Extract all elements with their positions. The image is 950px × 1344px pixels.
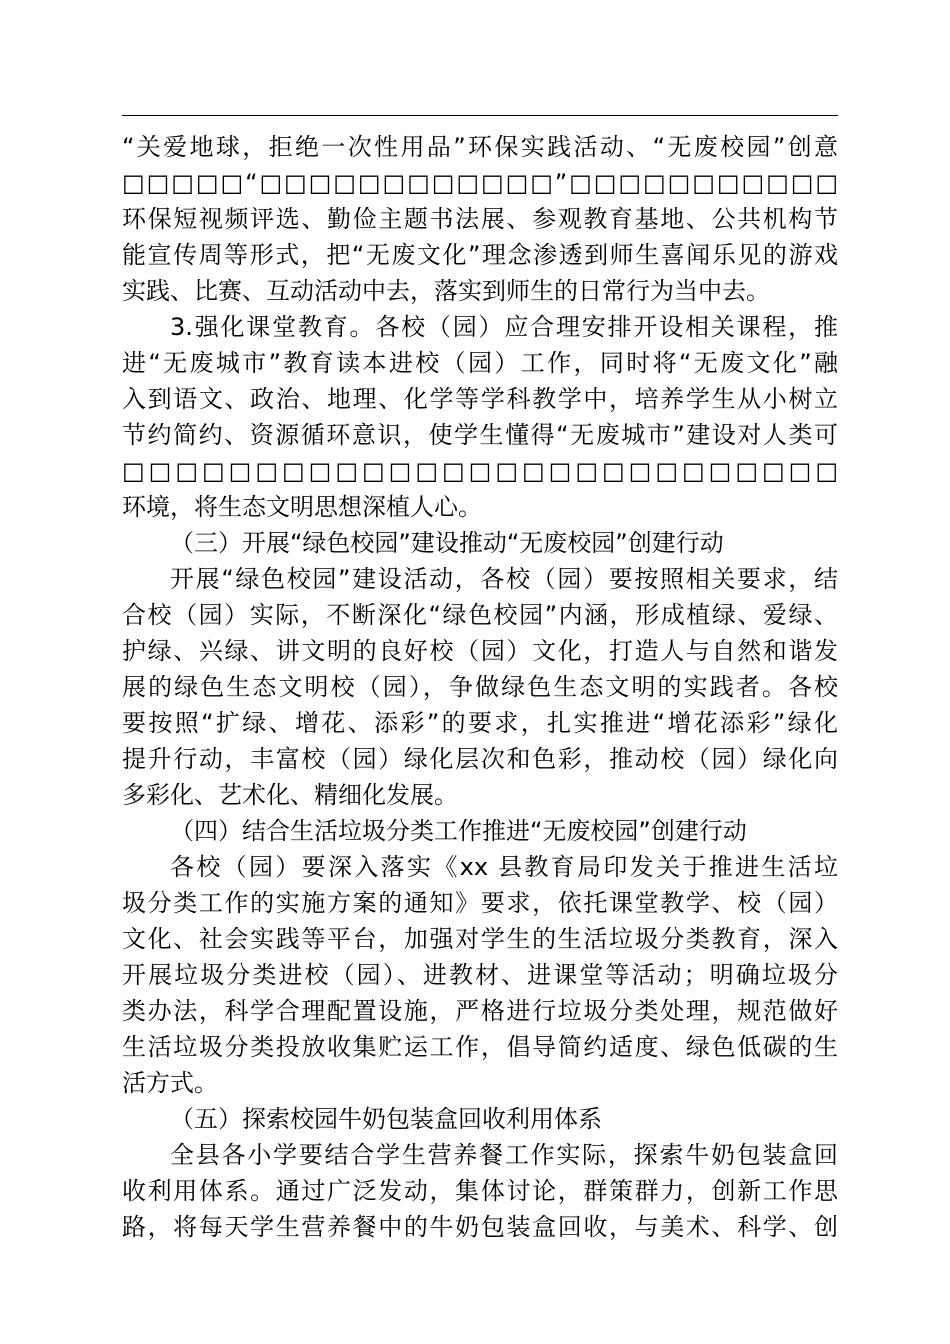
text-line: 收利用体系。通过广泛发动，集体讨论，群策群力，创新工作思	[122, 1177, 838, 1205]
paragraph-start-line: 开展“绿色校园”建设活动，各校（园）要按照相关要求，结	[170, 565, 838, 593]
paragraph-start-line: 3.强化课堂教育。各校（园）应合理安排开设相关课程，推	[170, 313, 838, 341]
text-line: 活方式。	[122, 1069, 218, 1097]
text-line: 入到语文、政治、地理、化学等学科教学中，培养学生从小树立	[122, 385, 838, 413]
text-line: “关爱地球，拒绝一次性用品”环保实践活动、“无废校园”创意	[122, 133, 838, 161]
text-line: 合校（园）实际，不断深化“绿色校园”内涵，形成植绿、爱绿、	[122, 601, 838, 629]
paragraph-start-line: 全县各小学要结合学生营养餐工作实际，探索牛奶包装盒回	[170, 1141, 838, 1169]
text-line: 生活垃圾分类投放收集贮运工作，倡导简约适度、绿色低碳的生	[122, 1033, 838, 1061]
section-heading-5: （五）探索校园牛奶包装盒回收利用体系	[170, 1105, 602, 1133]
section-heading-3: （三）开展“绿色校园”建设推动“无废校园”创建行动	[170, 529, 724, 557]
text-line: 护绿、兴绿、讲文明的良好校（园）文化，打造人与自然和谐发	[122, 637, 838, 665]
text-line: 环境，将生态文明思想深植人心。	[122, 493, 482, 521]
text-line: 环保短视频评选、勤俭主题书法展、参观教育基地、公共机构节	[122, 205, 838, 233]
text-line: 文化、社会实践等平台，加强对学生的生活垃圾分类教育，深入	[122, 925, 838, 953]
text-line: 进“无废城市”教育读本进校（园）工作，同时将“无废文化”融	[122, 349, 838, 377]
text-line: 多彩化、艺术化、精细化发展。	[122, 781, 458, 809]
text-line: 节约简约、资源循环意识，使学生懂得“无废城市”建设对人类可	[122, 421, 838, 449]
text-line: □□□□□□□□□□□□□□□□□□□□□□□□□□□	[122, 457, 838, 485]
text-line: 圾分类工作的实施方案的通知》要求，依托课堂教学、校（园）	[122, 889, 838, 917]
document-body	[122, 129, 838, 1245]
text-line: 展的绿色生态文明校（园），争做绿色生态文明的实践者。各校	[122, 673, 838, 701]
paragraph-start-line: 各校（园）要深入落实《xx 县教育局印发关于推进生活垃	[170, 853, 838, 881]
text-line: 实践、比赛、互动活动中去，落实到师生的日常行为当中去。	[122, 277, 770, 305]
text-line: 类办法，科学合理配置设施，严格进行垃圾分类处理，规范做好	[122, 997, 838, 1025]
text-line: 提升行动，丰富校（园）绿化层次和色彩，推动校（园）绿化向	[122, 745, 838, 773]
text-line: □□□□□“□□□□□□□□□□□□”□□□□□□□□□□□	[122, 169, 838, 197]
section-heading-4: （四）结合生活垃圾分类工作推进“无废校园”创建行动	[170, 817, 747, 845]
text-line: 路，将每天学生营养餐中的牛奶包装盒回收，与美术、科学、创	[122, 1213, 838, 1241]
text-line: 要按照“扩绿、增花、添彩”的要求，扎实推进“增花添彩”绿化	[122, 709, 838, 737]
text-line: 开展垃圾分类进校（园）、进教材、进课堂等活动；明确垃圾分	[122, 961, 838, 989]
text-line: 能宣传周等形式，把“无废文化”理念渗透到师生喜闻乐见的游戏	[122, 241, 838, 269]
header-rule	[122, 115, 838, 116]
